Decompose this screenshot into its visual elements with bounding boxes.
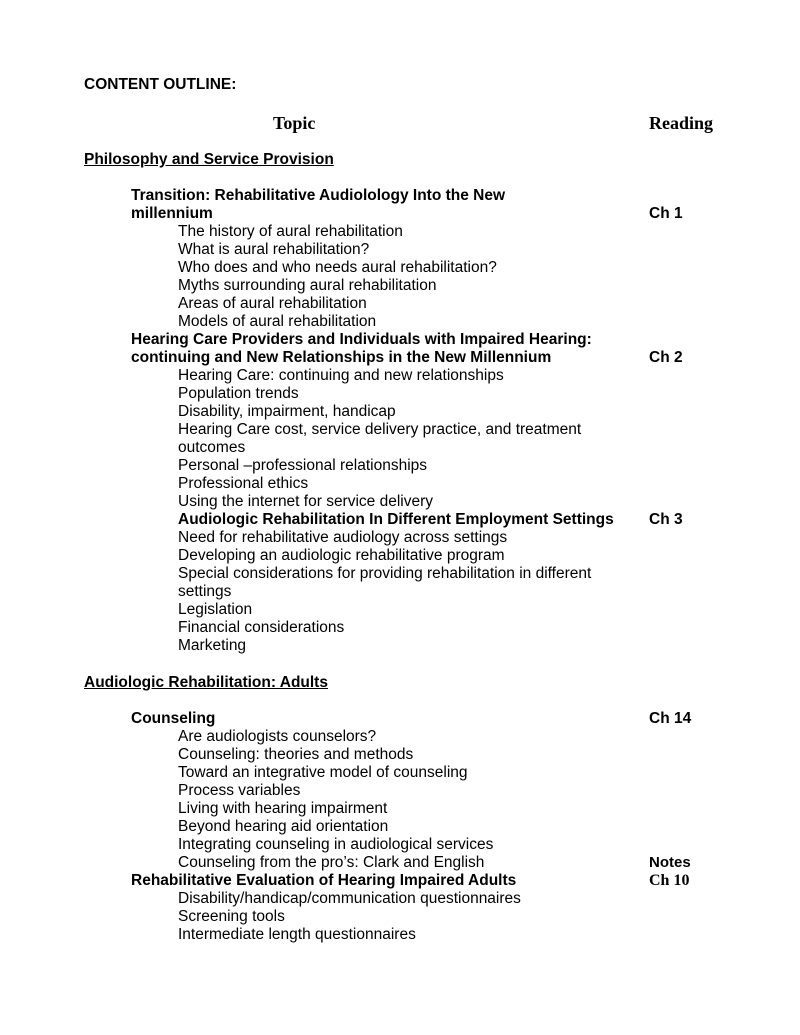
list-item: Personal –professional relationships [178, 457, 428, 474]
reading-ch2: Ch 2 [649, 349, 683, 366]
topic-column-header: Topic [273, 113, 316, 133]
list-item: Special considerations for providing rehabilitation in different [178, 565, 592, 582]
reading-notes: Notes [649, 854, 691, 871]
reading-ch3: Ch 3 [649, 511, 683, 528]
list-item: Counseling: theories and methods [178, 746, 414, 763]
list-item: Disability/handicap/communication questionnaires [178, 890, 521, 907]
list-item: What is aural rehabilitation? [178, 241, 370, 258]
list-item: Models of aural rehabilitation [178, 313, 377, 330]
topic-title-providers: Hearing Care Providers and Individuals with Impaired Hearing: [131, 331, 592, 348]
list-item: Toward an integrative model of counseling [178, 764, 468, 781]
topic-title-employment: Audiologic Rehabilitation In Different Employment Settings [178, 511, 614, 528]
list-item: The history of aural rehabilitation [178, 223, 403, 240]
list-item: Myths surrounding aural rehabilitation [178, 277, 437, 294]
list-item: Marketing [178, 637, 247, 654]
reading-ch14: Ch 14 [649, 710, 692, 727]
list-item: Legislation [178, 601, 253, 618]
list-item: settings [178, 583, 232, 600]
list-item: Hearing Care cost, service delivery practice, and treatment [178, 421, 582, 438]
list-item: Disability, impairment, handicap [178, 403, 396, 420]
list-item: Hearing Care: continuing and new relationships [178, 367, 504, 384]
topic-title-transition: Transition: Rehabilitative Audiolology Into the New [131, 187, 506, 204]
list-item: Intermediate length questionnaires [178, 926, 416, 943]
section-heading-philosophy: Philosophy and Service Provision [84, 151, 334, 168]
topic-title-counseling: Counseling [131, 710, 216, 727]
topic-title-providers-cont: continuing and New Relationships in the New Millennium [131, 349, 552, 366]
list-item: Using the internet for service delivery [178, 493, 434, 510]
list-item: Professional ethics [178, 475, 309, 492]
section-heading-adults: Audiologic Rehabilitation: Adults [84, 674, 328, 691]
reading-ch1: Ch 1 [649, 205, 683, 222]
list-item: Living with hearing impairment [178, 800, 388, 817]
list-item: Who does and who needs aural rehabilitation? [178, 259, 497, 276]
list-item: Counseling from the pro’s: Clark and English [178, 854, 485, 871]
list-item: Financial considerations [178, 619, 345, 636]
list-item: Need for rehabilitative audiology across settings [178, 529, 508, 546]
topic-title-evaluation: Rehabilitative Evaluation of Hearing Impaired Adults [131, 872, 517, 889]
list-item: Process variables [178, 782, 301, 799]
list-item: Areas of aural rehabilitation [178, 295, 367, 312]
list-item: Screening tools [178, 908, 285, 925]
list-item: outcomes [178, 439, 246, 456]
list-item: Population trends [178, 385, 299, 402]
page-title: CONTENT OUTLINE: [84, 76, 237, 93]
topic-title-transition-cont: millennium [131, 205, 213, 222]
list-item: Beyond hearing aid orientation [178, 818, 389, 835]
list-item: Developing an audiologic rehabilitative program [178, 547, 505, 564]
list-item: Are audiologists counselors? [178, 728, 377, 745]
reading-column-header: Reading [649, 113, 714, 133]
reading-ch10: Ch 10 [649, 872, 690, 889]
list-item: Integrating counseling in audiological services [178, 836, 494, 853]
